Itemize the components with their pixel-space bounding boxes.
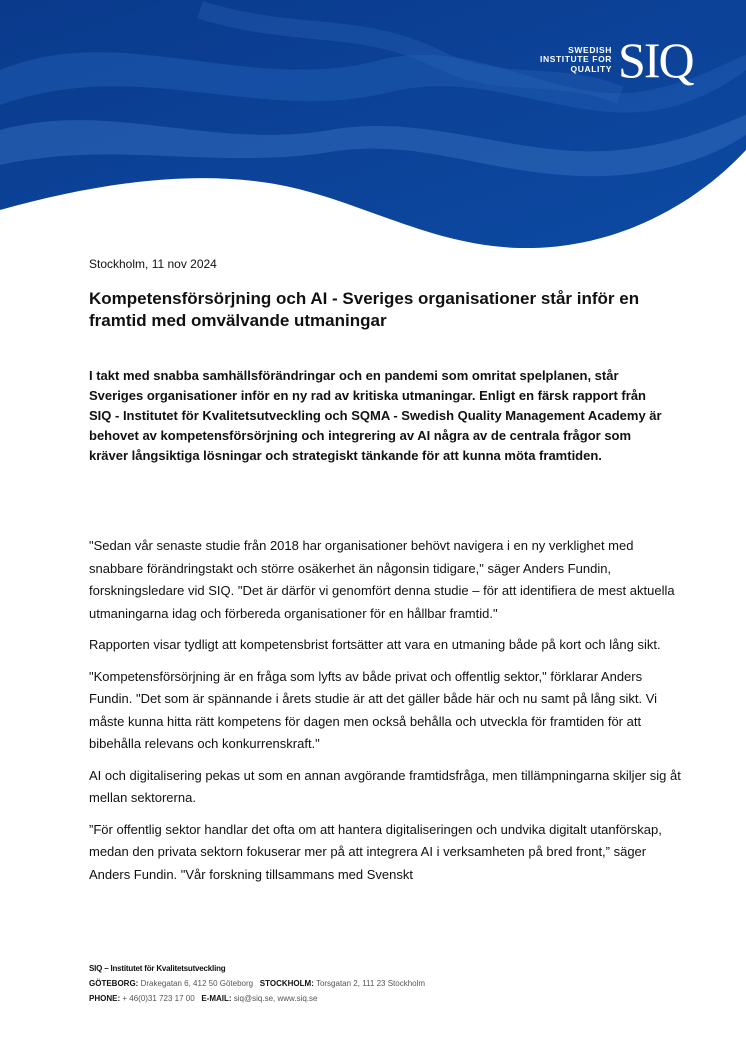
phone-label: PHONE: [89, 994, 121, 1003]
logo-mark: SIQ [618, 32, 693, 88]
siq-logo[interactable] [540, 32, 693, 88]
footer-addresses [89, 976, 425, 991]
stockholm-address: Torsgatan 2, 111 23 Stockholm [315, 979, 426, 988]
email-label: E-MAIL: [201, 994, 232, 1003]
lead-paragraph: I takt med snabba samhällsförändringar och en pandemi som omritat spelplanen, står Sveriges organisationer inför en ny rad av kritiska utmaningar. Enligt en färsk rapport från SIQ - Institutet för Kvalitetsutveckling och SQMA - Swedish Quality Management Academy är behovet av kompetensförsörjning och integrering av AI några av de centrala frågor som kräver långsiktiga lösningar och strategiskt tänkande för att kunna möta framtiden. [89, 368, 662, 463]
paragraph: Rapporten visar tydligt att kompetensbrist fortsätter att vara en utmaning både på kort och lång sikt. [89, 637, 661, 652]
goteborg-address: Drakegatan 6, 412 50 Göteborg [140, 979, 254, 988]
email-link[interactable]: siq@siq.se, www.siq.se [233, 994, 318, 1003]
logo-tagline [540, 46, 612, 75]
logo-line-2: INSTITUTE FOR [540, 54, 613, 65]
logo-line-3: QUALITY [570, 63, 613, 74]
stockholm-label: STOCKHOLM: [259, 979, 314, 988]
logo-line-1: SWEDISH [568, 44, 613, 55]
page-title: Kompetensförsörjning och AI - Sveriges organisationer står inför en framtid med omvälvande utmaningar [89, 289, 640, 330]
footer-contact [89, 991, 425, 1006]
paragraph: "Sedan vår senaste studie från 2018 har organisationer behövt navigera i en ny verklighet med snabbare förändringstakt och större osäkerhet än någonsin tidigare," säger Anders Fundin, forskningsledare vid SIQ. "Det är därför vi genomfört denna studie – för att identifiera de mest aktuella utmaningarna idag och förbereda organisationer för en hållbar framtid." [89, 538, 675, 621]
paragraph: AI och digitalisering pekas ut som en annan avgörande framtidsfråga, men tillämpningarna skiljer sig åt mellan sektorerna. [89, 767, 681, 805]
paragraph: ”För offentlig sektor handlar det ofta om att hantera digitaliseringen och undvika digitalt utanförskap, medan den privata sektorn fokuserar mer på att integrera AI i verksamheten på bred front,” säger Anders Fundin. "Vår forskning tillsammans med Svenskt [89, 821, 662, 882]
footer-org: SIQ – Institutet för Kvalitetsutveckling [89, 964, 226, 973]
paragraph: "Kompetensförsörjning är en fråga som lyfts av både privat och offentlig sektor," förklarar Anders Fundin. "Det som är spännande i årets studie är att det gäller både här och nu samt på lång sikt. Vi måste kunna hitta rätt kompetens för dagen men också behålla och utveckla för framtiden för att bibehålla relevans och konkurrenskraft." [89, 668, 658, 751]
dateline: Stockholm, 11 nov 2024 [89, 257, 217, 271]
body-text [89, 535, 689, 895]
footer [89, 961, 425, 1006]
goteborg-label: GÖTEBORG: [89, 979, 139, 988]
phone-number[interactable]: + 46(0)31 723 17 00 [122, 994, 195, 1003]
